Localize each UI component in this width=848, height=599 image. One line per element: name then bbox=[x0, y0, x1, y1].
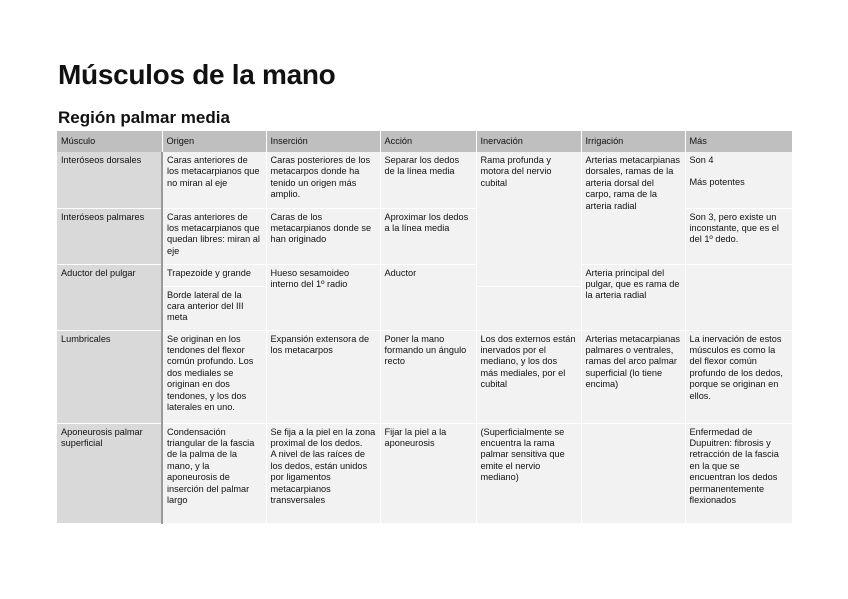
cell-musculo: Aponeurosis palmar superficial bbox=[57, 423, 162, 523]
header-insercion: Inserción bbox=[266, 131, 380, 152]
cell-accion: Aductor bbox=[380, 264, 476, 330]
table-row bbox=[57, 423, 792, 523]
header-musculo: Músculo bbox=[57, 131, 162, 152]
muscles-table bbox=[57, 131, 793, 524]
cell-insercion: Expansión extensora de los metacarpos bbox=[266, 330, 380, 423]
cell-origen: Caras anteriores de los metacarpianos que no miran al eje bbox=[162, 152, 266, 208]
table-row bbox=[57, 330, 792, 423]
table-row bbox=[57, 152, 792, 208]
cell-inervacion: Los dos externos están inervados por el mediano, y los dos más mediales, por el cubital bbox=[476, 330, 581, 423]
cell-insercion bbox=[266, 423, 380, 523]
insercion-line-2: A nivel de las raíces de los dedos, están unidos por ligamentos metacarpianos transversales bbox=[270, 449, 368, 505]
cell-mas bbox=[685, 152, 792, 208]
cell-inervacion: Rama profunda y motora del nervio cubital bbox=[476, 152, 581, 286]
cell-mas: Enfermedad de Dupuitren: fibrosis y retracción de la fascia en la que se encuentran los dedos permanentemente flexionados bbox=[685, 423, 792, 523]
table-header-row bbox=[57, 131, 792, 152]
table-row bbox=[57, 264, 792, 286]
section-title: Región palmar media bbox=[58, 108, 230, 127]
page-title: Músculos de la mano bbox=[58, 59, 336, 90]
cell-accion: Aproximar los dedos a la línea media bbox=[380, 208, 476, 264]
mas-line-2: Más potentes bbox=[689, 177, 745, 188]
header-irrigacion: Irrigación bbox=[581, 131, 685, 152]
cell-irrigacion: Arteria principal del pulgar, que es rama de la arteria radial bbox=[581, 264, 685, 330]
cell-insercion: Caras de los metacarpianos donde se han originado bbox=[266, 208, 380, 264]
cell-inervacion bbox=[476, 286, 581, 330]
cell-accion: Poner la mano formando un ángulo recto bbox=[380, 330, 476, 423]
cell-musculo: Interóseos dorsales bbox=[57, 152, 162, 208]
mas-line-1: Son 4 bbox=[689, 155, 714, 165]
header-accion: Acción bbox=[380, 131, 476, 152]
cell-origen: Trapezoide y grande bbox=[162, 264, 266, 286]
cell-origen: Se originan en los tendones del flexor común profundo. Los dos mediales se originan en dos tendones, y los dos laterales en uno. bbox=[162, 330, 266, 423]
cell-accion: Separar los dedos de la línea media bbox=[380, 152, 476, 208]
cell-mas: Son 3, pero existe un inconstante, que es el del 1º dedo. bbox=[685, 208, 792, 264]
cell-inervacion: (Superficialmente se encuentra la rama palmar sensitiva que emite el nervio mediano) bbox=[476, 423, 581, 523]
cell-irrigacion: Arterias metacarpianas palmares o ventrales, ramas del arco palmar superficial (lo tiene encima) bbox=[581, 330, 685, 423]
header-inervacion: Inervación bbox=[476, 131, 581, 152]
cell-musculo: Aductor del pulgar bbox=[57, 264, 162, 330]
cell-insercion: Caras posteriores de los metacarpos donde ha tenido un origen más amplio. bbox=[266, 152, 380, 208]
cell-musculo: Lumbricales bbox=[57, 330, 162, 423]
cell-origen: Condensación triangular de la fascia de la palma de la mano, y la aponeurosis de inserción del palmar largo bbox=[162, 423, 266, 523]
insercion-line-1: Se fija a la piel en la zona proximal de los dedos. bbox=[270, 426, 376, 448]
cell-insercion: Hueso sesamoideo interno del 1º radio bbox=[266, 264, 380, 330]
header-mas: Más bbox=[685, 131, 792, 152]
cell-accion: Fijar la piel a la aponeurosis bbox=[380, 423, 476, 523]
cell-musculo: Interóseos palmares bbox=[57, 208, 162, 264]
cell-mas bbox=[685, 264, 792, 330]
cell-origen: Borde lateral de la cara anterior del III meta bbox=[162, 286, 266, 330]
cell-irrigacion: Arterias metacarpianas dorsales, ramas de la arteria dorsal del carpo, rama de la arteria radial bbox=[581, 152, 685, 264]
header-origen: Origen bbox=[162, 131, 266, 152]
cell-origen: Caras anteriores de los metacarpianos que quedan libres: miran al eje bbox=[162, 208, 266, 264]
cell-mas: La inervación de estos músculos es como la del flexor común profundo de los dedos, porque se originan en ellos. bbox=[685, 330, 792, 423]
cell-irrigacion bbox=[581, 423, 685, 523]
